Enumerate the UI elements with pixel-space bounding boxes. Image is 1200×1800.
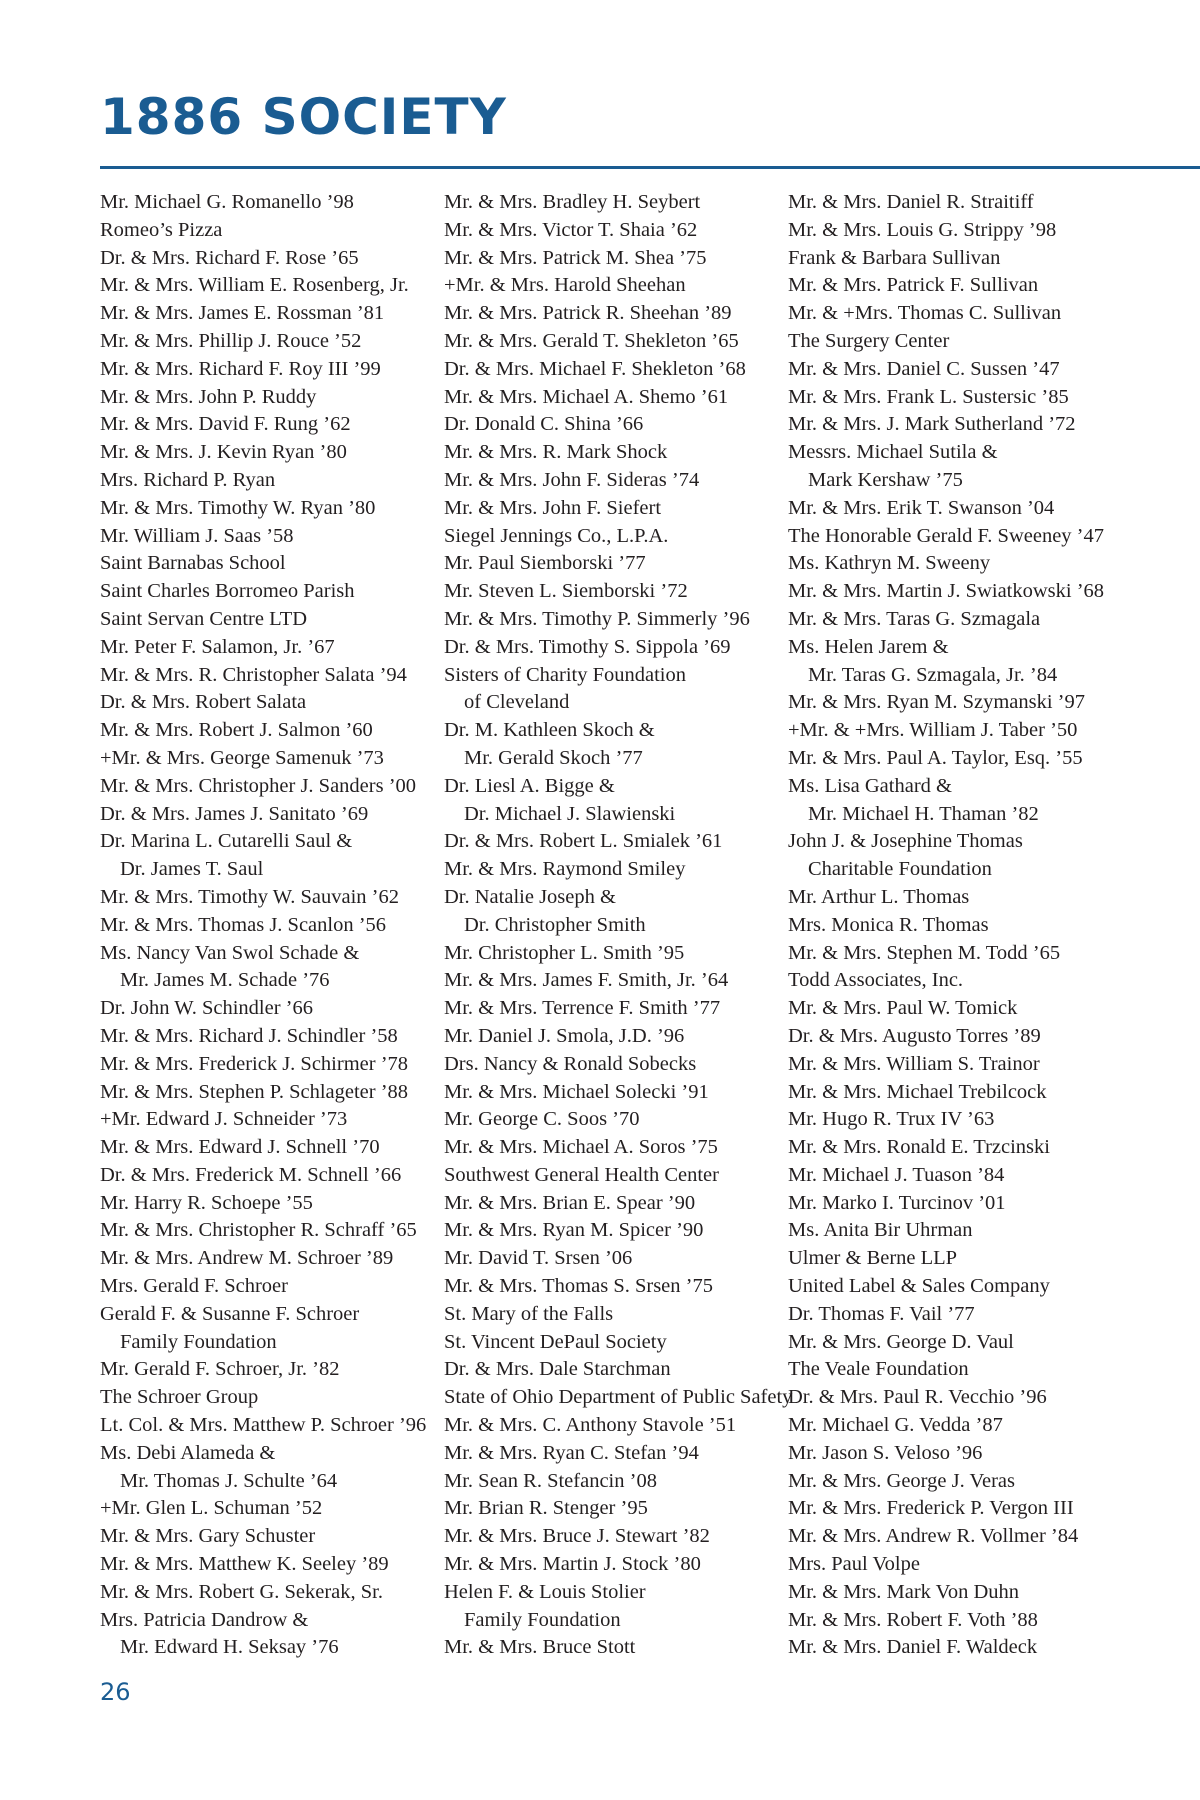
donor-entry: Mr. Steven L. Siemborski ’72 — [444, 580, 688, 603]
donor-entry: Ms. Kathryn M. Sweeny — [788, 552, 991, 575]
donor-entry: Ms. Anita Bir Uhrman — [788, 1219, 973, 1242]
donor-entry: Mr. & Mrs. Frederick J. Schirmer ’78 — [100, 1052, 409, 1075]
donor-entry: Dr. Donald C. Shina ’66 — [444, 413, 644, 436]
donor-entry: Mr. Gerald F. Schroer, Jr. ’82 — [100, 1358, 340, 1381]
donor-entry: Dr. Thomas F. Vail ’77 — [788, 1302, 975, 1325]
donor-entry: The Surgery Center — [788, 329, 950, 352]
donor-entry: +Mr. & Mrs. George Samenuk ’73 — [100, 746, 384, 769]
donor-entry: Mr. & Mrs. Michael Trebilcock — [788, 1080, 1047, 1103]
donor-entry: Mr. & Mrs. John P. Ruddy — [100, 385, 317, 408]
donor-entry: Lt. Col. & Mrs. Matthew P. Schroer ’96 — [100, 1414, 427, 1437]
donor-entry: Dr. & Mrs. Timothy S. Sippola ’69 — [444, 635, 731, 658]
donor-entry: Mr. & Mrs. Thomas S. Srsen ’75 — [444, 1275, 713, 1298]
donor-entry: Mr. Michael G. Vedda ’87 — [788, 1414, 1003, 1437]
donor-entry: Mr. & Mrs. Brian E. Spear ’90 — [444, 1191, 696, 1214]
donor-entry: Siegel Jennings Co., L.P.A. — [444, 524, 669, 547]
donor-entry: The Honorable Gerald F. Sweeney ’47 — [788, 524, 1105, 547]
donor-entry: Mr. & Mrs. James F. Smith, Jr. ’64 — [444, 969, 729, 992]
donor-entry-continuation: Mr. Thomas J. Schulte ’64 — [120, 1469, 338, 1492]
donor-entry: Mr. Hugo R. Trux IV ’63 — [788, 1108, 995, 1131]
donor-entry: +Mr. & Mrs. Harold Sheehan — [444, 274, 686, 297]
donor-entry: Mr. & Mrs. David F. Rung ’62 — [100, 413, 351, 436]
donor-entry: +Mr. & +Mrs. William J. Taber ’50 — [788, 719, 1078, 742]
donor-entry: Mr. & Mrs. Patrick F. Sullivan — [788, 274, 1039, 297]
donor-entry: Dr. & Mrs. Robert Salata — [100, 691, 307, 714]
donor-entry: Mr. & Mrs. Ronald E. Trzcinski — [788, 1136, 1050, 1159]
donor-entry: Mr. & Mrs. James E. Rossman ’81 — [100, 302, 385, 325]
donor-entry: Mr. & Mrs. George J. Veras — [788, 1469, 1016, 1492]
donor-entry: Mr. & Mrs. Thomas J. Scanlon ’56 — [100, 913, 387, 936]
donor-entry: Mr. & Mrs. William E. Rosenberg, Jr. — [100, 274, 409, 297]
donor-entry: Mr. Arthur L. Thomas — [788, 885, 970, 908]
donor-entry: Mrs. Monica R. Thomas — [788, 913, 989, 936]
donor-entry: Mr. William J. Saas ’58 — [100, 524, 294, 547]
donor-column-2 — [444, 189, 793, 1662]
donor-entry: Dr. & Mrs. Paul R. Vecchio ’96 — [788, 1386, 1047, 1409]
donor-entry: Mr. & Mrs. Stephen M. Todd ’65 — [788, 941, 1061, 964]
donor-entry: Saint Servan Centre LTD — [100, 607, 308, 630]
donor-entry-continuation: Mr. Taras G. Szmagala, Jr. ’84 — [808, 663, 1058, 686]
donor-entry: Mr. & Mrs. Bradley H. Seybert — [444, 191, 701, 213]
donor-entry: Mr. & Mrs. Terrence F. Smith ’77 — [444, 997, 721, 1020]
donor-entry: Messrs. Michael Sutila & — [788, 441, 998, 464]
donor-entry: Mr. & Mrs. Robert F. Voth ’88 — [788, 1608, 1038, 1631]
donor-entry: Southwest General Health Center — [444, 1163, 719, 1186]
donor-entry: Mr. & Mrs. Paul A. Taylor, Esq. ’55 — [788, 746, 1083, 769]
donor-entry: Dr. & Mrs. Dale Starchman — [444, 1358, 671, 1381]
donor-entry: Mrs. Gerald F. Schroer — [100, 1275, 288, 1298]
donor-entry: Mr. & Mrs. Andrew R. Vollmer ’84 — [788, 1525, 1079, 1548]
donor-entry: Helen F. & Louis Stolier — [444, 1580, 646, 1603]
donor-entry: Mr. & Mrs. John F. Siefert — [444, 496, 662, 519]
donor-entry: Mr. & Mrs. Michael Solecki ’91 — [444, 1080, 709, 1103]
donor-entry: Drs. Nancy & Ronald Sobecks — [444, 1052, 697, 1075]
page-number: 26 — [100, 1678, 131, 1706]
donor-entry: Mr. & Mrs. Matthew K. Seeley ’89 — [100, 1553, 389, 1576]
donor-entry: Mr. & Mrs. Edward J. Schnell ’70 — [100, 1136, 380, 1159]
donor-entry: Ms. Nancy Van Swol Schade & — [100, 941, 360, 964]
donor-entry: Mr. & Mrs. C. Anthony Stavole ’51 — [444, 1414, 737, 1437]
donor-entry: Mr. & Mrs. Michael A. Shemo ’61 — [444, 385, 729, 408]
donor-entry: Mr. George C. Soos ’70 — [444, 1108, 640, 1131]
donor-entry: +Mr. Edward J. Schneider ’73 — [100, 1108, 348, 1131]
donor-entry: Mr. & Mrs. Raymond Smiley — [444, 858, 686, 881]
donor-entry: St. Vincent DePaul Society — [444, 1330, 667, 1353]
donor-entry: Mr. & Mrs. J. Kevin Ryan ’80 — [100, 441, 347, 464]
donor-entry: Mr. & Mrs. R. Christopher Salata ’94 — [100, 663, 407, 686]
donor-entry: Mr. Christopher L. Smith ’95 — [444, 941, 685, 964]
donor-entry: Mr. & Mrs. Bruce Stott — [444, 1636, 636, 1659]
donor-entry: +Mr. Glen L. Schuman ’52 — [100, 1497, 323, 1520]
donor-entry: Mr. Jason S. Veloso ’96 — [788, 1441, 983, 1464]
donor-entry: Mr. & Mrs. Timothy W. Ryan ’80 — [100, 496, 376, 519]
donor-entry-continuation: Mr. Edward H. Seksay ’76 — [120, 1636, 339, 1659]
donor-entry: Ulmer & Berne LLP — [788, 1247, 958, 1270]
donor-entry: Mrs. Patricia Dandrow & — [100, 1608, 309, 1631]
donor-entry: Mrs. Paul Volpe — [788, 1553, 920, 1576]
donor-entry: Dr. John W. Schindler ’66 — [100, 997, 313, 1020]
donor-entry: Dr. Natalie Joseph & — [444, 885, 616, 908]
donor-entry: Mr. & Mrs. George D. Vaul — [788, 1330, 1014, 1353]
donor-entry: Mr. Peter F. Salamon, Jr. ’67 — [100, 635, 335, 658]
donor-entry: Mr. & Mrs. Daniel F. Waldeck — [788, 1636, 1038, 1659]
donor-entry: Dr. M. Kathleen Skoch & — [444, 719, 655, 742]
donor-entry: Mr. Michael G. Romanello ’98 — [100, 191, 354, 213]
page-title: 1886 SOCIETY — [100, 88, 507, 146]
donor-entry-continuation: Dr. James T. Saul — [120, 858, 264, 881]
donor-entry-continuation: Mr. Michael H. Thaman ’82 — [808, 802, 1039, 825]
donor-entry: Dr. & Mrs. Robert L. Smialek ’61 — [444, 830, 723, 853]
donor-entry: Mr. & Mrs. Frederick P. Vergon III — [788, 1497, 1074, 1520]
donor-entry: Mr. & Mrs. Patrick M. Shea ’75 — [444, 246, 707, 269]
donor-entry: Mr. & Mrs. Ryan M. Szymanski ’97 — [788, 691, 1085, 714]
donor-entry: Gerald F. & Susanne F. Schroer — [100, 1302, 360, 1325]
donor-entry: Ms. Lisa Gathard & — [788, 774, 952, 797]
donor-column-1 — [100, 189, 430, 1662]
donor-entry: Mr. David T. Srsen ’06 — [444, 1247, 633, 1270]
donor-entry: Mr. & Mrs. Bruce J. Stewart ’82 — [444, 1525, 710, 1548]
donor-entry: Mr. & Mrs. Christopher J. Sanders ’00 — [100, 774, 417, 797]
donor-entry: Dr. & Mrs. Richard F. Rose ’65 — [100, 246, 359, 269]
donor-entry: Ms. Debi Alameda & — [100, 1441, 276, 1464]
donor-entry: The Veale Foundation — [788, 1358, 969, 1381]
donor-entry: Dr. & Mrs. Frederick M. Schnell ’66 — [100, 1163, 402, 1186]
donor-entry: Saint Barnabas School — [100, 552, 286, 575]
donor-entry: Dr. Marina L. Cutarelli Saul & — [100, 830, 353, 853]
donor-entry: Romeo’s Pizza — [100, 218, 223, 241]
donor-entry-continuation: of Cleveland — [464, 691, 570, 714]
donor-entry: Mrs. Richard P. Ryan — [100, 468, 276, 491]
donor-entry: Mr. & Mrs. Ryan M. Spicer ’90 — [444, 1219, 704, 1242]
donor-entry: Mr. & Mrs. Daniel C. Sussen ’47 — [788, 357, 1060, 380]
donor-entry: Mr. & Mrs. Gerald T. Shekleton ’65 — [444, 329, 739, 352]
donor-entry: State of Ohio Department of Public Safety — [444, 1386, 793, 1409]
donor-entry: Mr. Marko I. Turcinov ’01 — [788, 1191, 1006, 1214]
donor-entry: Mr. Michael J. Tuason ’84 — [788, 1163, 1005, 1186]
donor-entry: United Label & Sales Company — [788, 1275, 1050, 1298]
donor-entry: Saint Charles Borromeo Parish — [100, 580, 355, 603]
donor-entry-continuation: Mr. Gerald Skoch ’77 — [464, 746, 643, 769]
donor-entry: Mr. & Mrs. Stephen P. Schlageter ’88 — [100, 1080, 409, 1103]
donor-entry-continuation: Charitable Foundation — [808, 858, 992, 881]
donor-entry: Mr. & Mrs. R. Mark Shock — [444, 441, 668, 464]
donor-entry: Mr. & Mrs. Victor T. Shaia ’62 — [444, 218, 698, 241]
donor-entry: Mr. & Mrs. Gary Schuster — [100, 1525, 316, 1548]
donor-entry: Sisters of Charity Foundation — [444, 663, 687, 686]
donor-entry: Mr. & Mrs. Frank L. Sustersic ’85 — [788, 385, 1069, 408]
donor-entry: Mr. Harry R. Schoepe ’55 — [100, 1191, 313, 1214]
donor-entry: Mr. & Mrs. Erik T. Swanson ’04 — [788, 496, 1055, 519]
donor-entry: Dr. & Mrs. James J. Sanitato ’69 — [100, 802, 369, 825]
donor-entry: Mr. & Mrs. Patrick R. Sheehan ’89 — [444, 302, 732, 325]
donor-entry-continuation: Mark Kershaw ’75 — [808, 468, 963, 491]
donor-entry-continuation: Dr. Michael J. Slawienski — [464, 802, 676, 825]
donor-entry: Mr. & Mrs. Michael A. Soros ’75 — [444, 1136, 718, 1159]
donor-column-3 — [788, 189, 1188, 1662]
donor-entry: Mr. & Mrs. Christopher R. Schraff ’65 — [100, 1219, 417, 1242]
donor-entry-continuation: Mr. James M. Schade ’76 — [120, 969, 330, 992]
donor-entry: Mr. & Mrs. Taras G. Szmagala — [788, 607, 1041, 630]
donor-entry: Ms. Helen Jarem & — [788, 635, 949, 658]
donor-entry: Mr. & Mrs. Robert J. Salmon ’60 — [100, 719, 373, 742]
donor-entry: Mr. & Mrs. Mark Von Duhn — [788, 1580, 1020, 1603]
donor-entry: Mr. & Mrs. J. Mark Sutherland ’72 — [788, 413, 1076, 436]
donor-entry: Mr. Paul Siemborski ’77 — [444, 552, 646, 575]
donor-entry: Mr. Brian R. Stenger ’95 — [444, 1497, 648, 1520]
donor-entry: Mr. & +Mrs. Thomas C. Sullivan — [788, 302, 1062, 325]
donor-entry: Mr. & Mrs. Timothy P. Simmerly ’96 — [444, 607, 750, 630]
donor-entry: Mr. Daniel J. Smola, J.D. ’96 — [444, 1024, 685, 1047]
donor-entry: Mr. & Mrs. John F. Sideras ’74 — [444, 468, 700, 491]
donor-entry: Mr. & Mrs. Ryan C. Stefan ’94 — [444, 1441, 699, 1464]
donor-entry: Mr. & Mrs. Richard F. Roy III ’99 — [100, 357, 381, 380]
donor-entry: Todd Associates, Inc. — [788, 969, 964, 992]
donor-entry: Mr. & Mrs. Richard J. Schindler ’58 — [100, 1024, 398, 1047]
donor-entry: Dr. & Mrs. Michael F. Shekleton ’68 — [444, 357, 746, 380]
donor-entry: Frank & Barbara Sullivan — [788, 246, 1001, 269]
donor-entry-continuation: Family Foundation — [120, 1330, 277, 1353]
donor-entry: Mr. & Mrs. Martin J. Stock ’80 — [444, 1553, 701, 1576]
donor-entry: Dr. Liesl A. Bigge & — [444, 774, 615, 797]
donor-entry-continuation: Family Foundation — [464, 1608, 621, 1631]
donor-entry: St. Mary of the Falls — [444, 1302, 614, 1325]
title-divider — [100, 166, 1200, 169]
donor-entry: John J. & Josephine Thomas — [788, 830, 1023, 853]
donor-entry: Mr. & Mrs. Timothy W. Sauvain ’62 — [100, 885, 400, 908]
donor-entry: Mr. & Mrs. Andrew M. Schroer ’89 — [100, 1247, 394, 1270]
donor-entry: Dr. & Mrs. Augusto Torres ’89 — [788, 1024, 1041, 1047]
donor-entry: The Schroer Group — [100, 1386, 259, 1409]
donor-entry: Mr. & Mrs. Robert G. Sekerak, Sr. — [100, 1580, 383, 1603]
donor-entry-continuation: Dr. Christopher Smith — [464, 913, 646, 936]
donor-entry: Mr. & Mrs. Louis G. Strippy ’98 — [788, 218, 1057, 241]
donor-entry: Mr. & Mrs. William S. Trainor — [788, 1052, 1040, 1075]
donor-entry: Mr. & Mrs. Martin J. Swiatkowski ’68 — [788, 580, 1105, 603]
donor-entry: Mr. & Mrs. Daniel R. Straitiff — [788, 191, 1034, 213]
donor-entry: Mr. & Mrs. Paul W. Tomick — [788, 997, 1018, 1020]
donor-entry: Mr. & Mrs. Phillip J. Rouce ’52 — [100, 329, 362, 352]
donor-entry: Mr. Sean R. Stefancin ’08 — [444, 1469, 657, 1492]
